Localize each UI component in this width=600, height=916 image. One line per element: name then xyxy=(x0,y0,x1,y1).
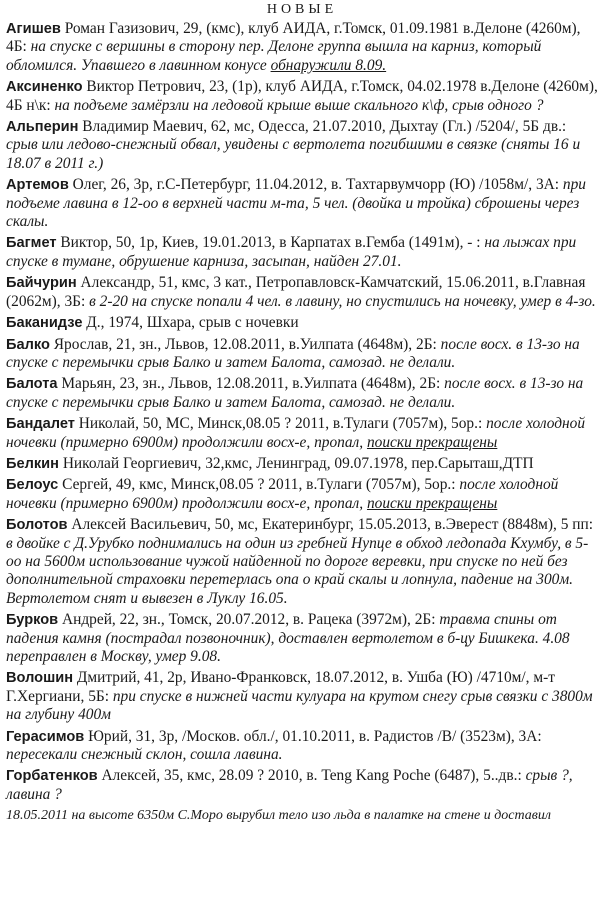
list-item xyxy=(6,234,598,271)
entry-surname: Багмет xyxy=(6,235,57,252)
entry-details: Николай Георгиевич, 32,кмс, Ленинград, 09.07.1978, пер.Сарыташ,ДТП xyxy=(58,454,534,472)
entry-surname: Баканидзе xyxy=(6,315,83,332)
entry-surname: Болотов xyxy=(6,517,68,534)
entry-surname: Бандалет xyxy=(6,416,75,433)
list-item xyxy=(6,728,598,765)
entry-surname: Байчурин xyxy=(6,275,77,292)
entry-details: Алексей, 35, кмс, 28.09 ? 2010, в. Teng Kang Poche (6487), 5..дв.: xyxy=(97,767,526,785)
entry-surname: Альперин xyxy=(6,119,79,136)
entry-circumstances: при подъеме лавина в 12-оо в верхней части м-та, 5 чел. (двойка и тройка) сброшены через скалы. xyxy=(6,176,586,231)
entry-details: Ярослав, 21, зн., Львов, 12.08.2011, в.Уилпата (4648м), 2Б: xyxy=(49,335,441,353)
entry-underlined-note: поиски прекращены xyxy=(366,433,498,451)
entry-surname: Волошин xyxy=(6,670,74,687)
list-item xyxy=(6,78,598,115)
list-item xyxy=(6,375,598,412)
entry-circumstances: на лыжах при спуске в тумане, обрушение карниза, засыпан, найден 27.01. xyxy=(6,234,577,270)
list-item xyxy=(6,314,598,332)
entry-surname: Артемов xyxy=(6,177,69,194)
list-item xyxy=(6,455,598,473)
list-item xyxy=(6,476,598,513)
entry-details: Виктор Петрович, 23, (1р), клуб АИДА, г.Томск, 04.02.1978 в.Делоне (4260м), 4Б н\к: xyxy=(6,78,598,114)
entry-details: Дмитрий, 41, 2р, Ивано-Франковск, 18.07.2012, в. Ушба (Ю) /4710м/, м-т Г.Хергиани, 5Б: xyxy=(6,669,555,705)
list-item xyxy=(6,669,598,724)
list-item xyxy=(6,118,598,173)
document-page xyxy=(6,0,598,826)
list-item xyxy=(6,20,598,75)
entry-circumstances: в 2-20 на спуске попали 4 чел. в лавину, но спустились на ночевку, умер в 4-зо. xyxy=(89,292,596,310)
entry-circumstances: после восх. в 13-зо на спуске с перемычки срыв Балко и затем Балота, самозад. не делали. xyxy=(6,335,580,371)
entry-surname: Белоус xyxy=(6,477,59,494)
entry-details: Николай, 50, МС, Минск,08.05 ? 2011, в.Тулаги (7057м), 5ор.: xyxy=(74,415,487,433)
entry-circumstances: срыв или ледово-снежный обвал, увидены с вертолета погибшими в связке (сняты 16 и 18.07 в 2011 г.) xyxy=(6,136,581,172)
entry-surname: Горбатенков xyxy=(6,768,98,785)
entry-details: Д., 1974, Шхара, срыв с ночевки xyxy=(82,314,299,332)
entry-details: Юрий, 31, 3р, /Москов. обл./, 01.10.2011, в. Радистов /В/ (3523м), 3А: xyxy=(84,727,542,745)
list-item xyxy=(6,415,598,452)
entry-details: Виктор, 50, 1р, Киев, 19.01.2013, в Карпатах в.Гемба (1491м), - : xyxy=(56,234,485,252)
entry-circumstances: в двойке с Д.Урубко поднимались на один из гребней Нупце в обход ледопада Кхумбу, в 5-оо на 5600м использование чужой найденной по дороге веревки, при спуске по ней без дополнительной страховки перетерлась опа о край скалы и лопнула, падение на 300м. Вертолетом снят и вывезен в Луклу 16.05. xyxy=(6,534,589,607)
list-item xyxy=(6,767,598,804)
entry-circumstances: травма спины от падения камня (пострадал позвоночник), доставлен вертолетом в б-цу Бишкека. 4.08 переправлен в Москву, умер 9.08. xyxy=(6,611,570,665)
entry-surname: Аксиненко xyxy=(6,79,83,96)
entry-details: Алексей Васильевич, 50, мс, Екатеринбург, 15.05.2013, в.Эверест (8848м), 5 пп: xyxy=(67,516,594,534)
entry-surname: Белкин xyxy=(6,455,59,472)
entry-details: Андрей, 22, зн., Томск, 20.07.2012, в. Рацека (3972м), 2Б: xyxy=(58,611,440,629)
entry-surname: Агишев xyxy=(6,21,61,37)
list-item xyxy=(6,516,598,608)
entry-underlined-note: поиски прекращены xyxy=(366,494,498,512)
entry-details: Сергей, 49, кмс, Минск,08.05 ? 2011, в.Тулаги (7057м), 5ор.: xyxy=(58,476,460,494)
entry-underlined-note: обнаружили 8.09. xyxy=(270,56,387,74)
list-item xyxy=(6,611,598,666)
entry-surname: Бурков xyxy=(6,612,59,629)
cutoff-line: 18.05.2011 на высоте 6350м С.Моро вырубил тело изо льда в палатке на стене и доставил xyxy=(6,808,551,824)
list-item xyxy=(6,336,598,373)
entry-circumstances: при спуске в нижней части кулуара на крутом снегу срыв связки с 3800м на глубину 400м xyxy=(6,687,593,724)
entry-list xyxy=(6,20,598,804)
entry-details: Роман Газизович, 29, (кмс), клуб АИДА, г.Томск, 01.09.1981 в.Делоне (4260м), 4Б: xyxy=(6,20,581,56)
entry-circumstances: срыв ?, лавина ? xyxy=(6,767,573,803)
entry-circumstances: после восх. в 13-зо на спуске с перемычки срыв Балко и затем Балота, самозад. не делали. xyxy=(6,375,584,411)
entry-circumstances: на подъеме замёрзли на ледовой крыше выше скального к\ф, срыв одного ? xyxy=(54,96,544,114)
entry-circumstances: на спуске с вершины в сторону пер. Делоне группа вышла на карниз, который обломился. Упавшего в лавинном конусе xyxy=(6,38,542,74)
entry-details: Олег, 26, 3р, г.С-Петербург, 11.04.2012, в. Тахтарвумчорр (Ю) /1058м/, 3А: xyxy=(68,176,563,194)
entry-details: Александр, 51, кмс, 3 кат., Петропавловск-Камчатский, 15.06.2011, в.Главная (2062м), 3Б: xyxy=(6,274,586,310)
list-item xyxy=(6,274,598,311)
entry-circumstances: после холодной ночевки (примерно 6900м) продолжили восх-е, пропал, xyxy=(6,476,559,512)
entry-surname: Балко xyxy=(6,336,50,353)
page-title: НОВЫЕ xyxy=(266,2,338,17)
list-item xyxy=(6,176,598,231)
entry-surname: Балота xyxy=(6,376,58,393)
entry-surname: Герасимов xyxy=(6,728,85,745)
entry-details: Владимир Маевич, 62, мс, Одесса, 21.07.2010, Дыхтау (Гл.) /5204/, 5Б дв.: xyxy=(78,118,567,136)
entry-circumstances: пересекали снежный склон, сошла лавина. xyxy=(6,746,283,764)
entry-details: Марьян, 23, зн., Львов, 12.08.2011, в.Уилпата (4648м), 2Б: xyxy=(57,375,445,393)
entry-circumstances: после холодной ночевки (примерно 6900м) продолжили восх-е, пропал, xyxy=(6,415,586,451)
